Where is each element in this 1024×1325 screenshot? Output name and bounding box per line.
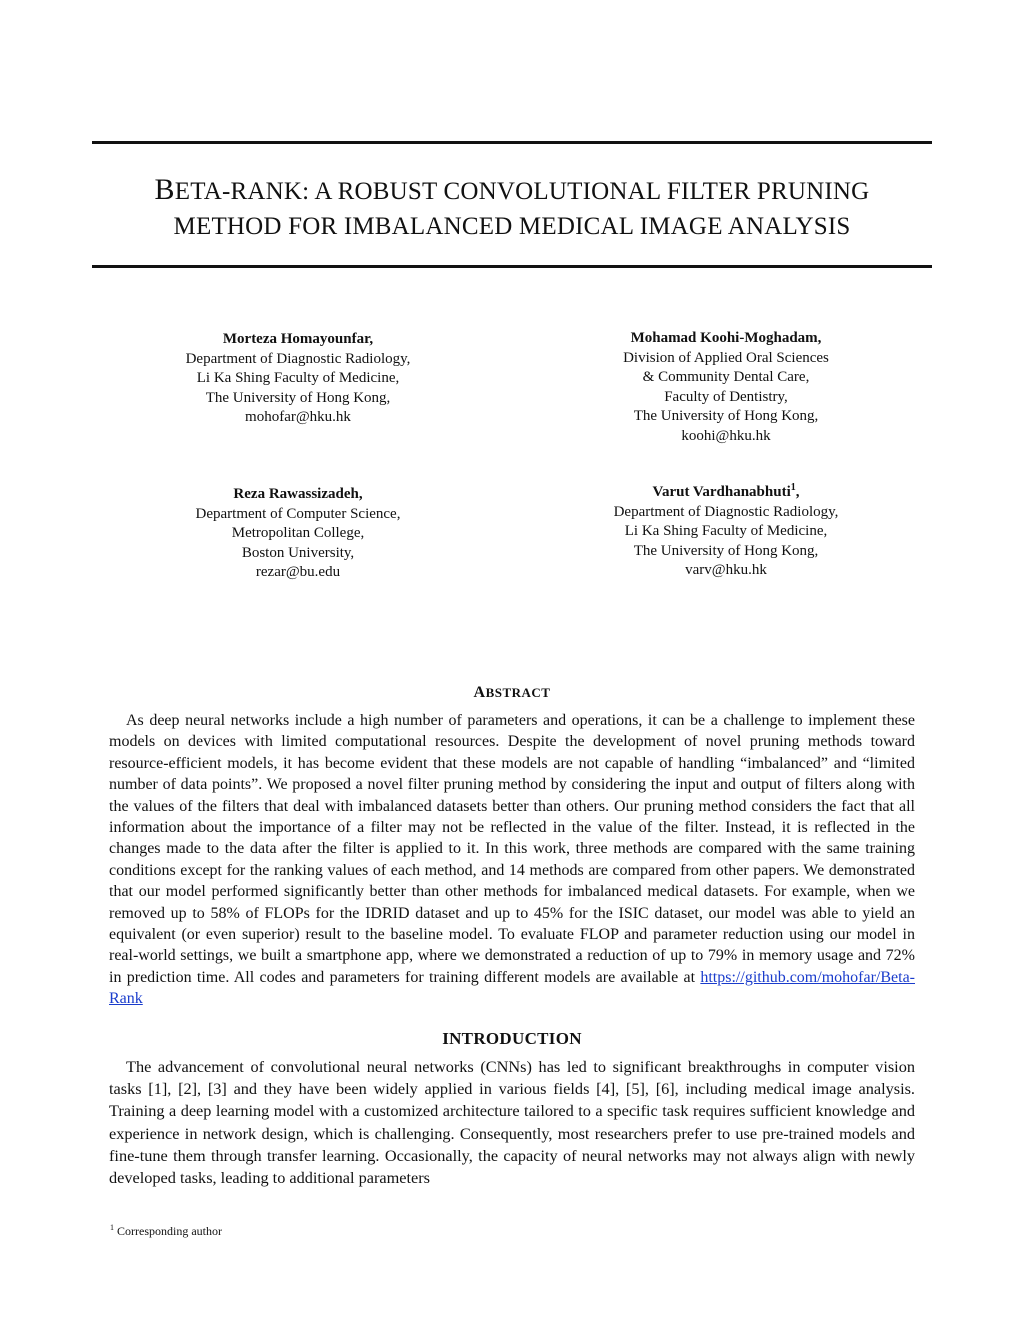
abstract-paragraph — [109, 710, 915, 1010]
author-affiliation-line: The University of Hong Kong, — [205, 389, 391, 406]
author-affiliation-line: Li Ka Shing Faculty of Medicine, — [624, 523, 828, 539]
author-name — [516, 483, 936, 503]
title-initial: B — [154, 173, 175, 206]
author-affiliation-line: The University of Hong Kong, — [633, 542, 819, 559]
author-name: Reza Rawassizadeh, — [233, 486, 363, 502]
footnote-marker: 1 — [790, 482, 796, 493]
author-affiliation-line: Department of Computer Science, — [195, 505, 401, 522]
paper-title-line-1 — [92, 171, 932, 211]
author-name-text: Varut Vardhanabhuti — [652, 484, 791, 500]
code-repository-link[interactable]: https://github.com/mohofar/Beta-Rank — [109, 968, 915, 1008]
author-email: mohofar@hku.hk — [245, 409, 351, 425]
abstract-text: As deep neural networks include a high number of parameters and operations, it can be a challenge to implement these models on devices with limited computational resources. Despite the development of novel pruning methods toward resource-efficient models, it has become evident that these models are not capable of handling “imbalanced” and “limited number of data points”. We proposed a novel filter pruning method by considering the input and output of filters along with the values of the filters that deal with imbalanced datasets better than others. Our pruning method considers the fact that all information about the importance of a filter may not be reflected in the value of the filter. Instead, it is reflected in the changes made to the data after the filter is applied to it. In this work, three methods are compared with the same training conditions except for the ranking values of each method, and 14 methods are compared from other papers. We demonstrated that our model performed significantly better than other methods for imbalanced medical datasets. For example, when we removed up to 58% of FLOPs for the IDRID dataset and up to 45% for the ISIC dataset, our model was able to yield an equivalent (or even superior) result to the baseline model. To evaluate FLOP and parameter reduction using our model in real-world settings, we built a smartphone app, where we demonstrated a reduction of up to 79% in memory usage and 72% in prediction time. All codes and parameters for training different models are available at — [109, 712, 915, 986]
abstract-heading-initial: A — [473, 684, 486, 701]
author-block-4 — [516, 483, 936, 581]
abstract-heading — [92, 684, 932, 702]
paper-title-line-2: METHOD FOR IMBALANCED MEDICAL IMAGE ANALYSIS — [173, 213, 851, 240]
title-line-1-text: ETA-RANK: A ROBUST CONVOLUTIONAL FILTER PRUNING — [174, 178, 870, 205]
introduction-paragraph: The advancement of convolutional neural networks (CNNs) has led to significant breakthroughs in computer vision tasks [1], [2], [3] and they have been widely applied in various fields [4], [5], [6], including medical image analysis. Training a deep learning model with a customized architecture tailored to a specific task requires sufficient knowledge and experience in network design, which is challenging. Consequently, most researchers prefer to use pre-trained models and fine-tune them through transfer learning. Occasionally, the capacity of neural networks may not always align with newly developed tasks, leading to additional parameters — [109, 1057, 915, 1188]
author-name-suffix: , — [795, 484, 800, 500]
author-name: Mohamad Koohi-Moghadam, — [630, 330, 822, 346]
author-affiliation-line: Department of Diagnostic Radiology, — [613, 503, 839, 520]
author-email: koohi@hku.hk — [681, 427, 771, 444]
author-affiliation-line: Division of Applied Oral Sciences — [623, 349, 829, 366]
introduction-heading: INTRODUCTION — [442, 1029, 582, 1048]
footnote-number: 1 — [110, 1223, 114, 1232]
author-affiliation-line: Faculty of Dentistry, — [664, 388, 788, 405]
footnote — [110, 1224, 222, 1239]
title-top-rule — [92, 141, 932, 144]
author-email: varv@hku.hk — [685, 562, 767, 578]
author-affiliation-line: Metropolitan College, — [231, 525, 365, 541]
author-affiliation-line: Boston University, — [241, 544, 355, 561]
author-affiliation-line: Department of Diagnostic Radiology, — [185, 350, 411, 367]
author-block-2 — [516, 329, 936, 446]
author-block-1 — [88, 330, 508, 428]
author-affiliation-line: & Community Dental Care, — [642, 369, 810, 385]
author-affiliation-line: The University of Hong Kong, — [633, 408, 819, 424]
footnote-text: Corresponding author — [117, 1224, 222, 1238]
title-bottom-rule — [92, 265, 932, 268]
author-email: rezar@bu.edu — [255, 564, 341, 580]
abstract-heading-text: BSTRACT — [485, 685, 551, 700]
author-block-3 — [88, 485, 508, 583]
author-name: Morteza Homayounfar, — [222, 331, 374, 347]
author-affiliation-line: Li Ka Shing Faculty of Medicine, — [196, 370, 400, 386]
